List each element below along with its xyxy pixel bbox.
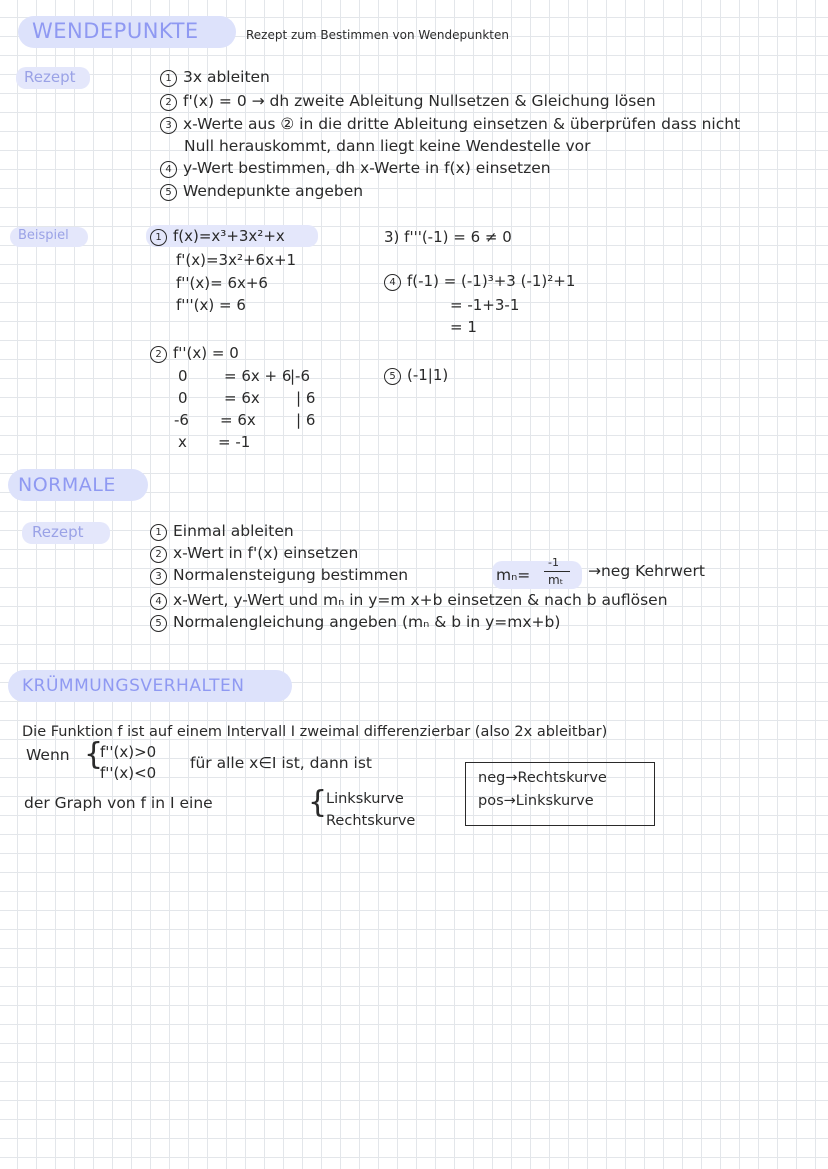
step-number: 3 bbox=[150, 568, 167, 585]
formula-numerator: -1 bbox=[548, 556, 559, 569]
normale-title: NORMALE bbox=[18, 474, 116, 496]
step-number: 1 bbox=[160, 70, 177, 87]
eq-op-0: |-6 bbox=[290, 367, 311, 385]
eq-op-1: | 6 bbox=[296, 389, 316, 407]
step-number: 5 bbox=[160, 184, 177, 201]
eq-mid-2: = 6x bbox=[220, 411, 256, 429]
normalensteigung-formula bbox=[496, 566, 530, 584]
step-text: f'(x) = 0 → dh zweite Ableitung Nullsetzen & Gleichung lösen bbox=[183, 92, 656, 110]
graph-line: der Graph von f in I eine bbox=[24, 794, 213, 812]
fuer-alle: für alle x∈I ist, dann ist bbox=[190, 754, 373, 772]
wendepunkte-subtitle: Rezept zum Bestimmen von Wendepunkten bbox=[246, 28, 509, 42]
step-number: 2 bbox=[150, 346, 167, 363]
rezept-tag: Rezept bbox=[24, 68, 76, 86]
left-brace-conditions: { bbox=[84, 737, 104, 772]
normale-step-5 bbox=[150, 613, 560, 632]
eq-mid-0: = 6x + 6 bbox=[224, 367, 292, 385]
step-text: Wendepunkte angeben bbox=[183, 182, 364, 200]
second-derivative: f''(x)= 6x+6 bbox=[176, 274, 268, 292]
formula-note: →neg Kehrwert bbox=[588, 562, 705, 580]
step-number: 5 bbox=[150, 615, 167, 632]
step-number: 2 bbox=[150, 546, 167, 563]
y-value-line2: = -1+3-1 bbox=[450, 296, 520, 314]
step-number: 1 bbox=[150, 229, 167, 246]
eq-left-3: x bbox=[178, 433, 187, 451]
beispiel-step2-head bbox=[150, 344, 239, 363]
step-text: Normalensteigung bestimmen bbox=[173, 566, 409, 584]
rechtskurve: Rechtskurve bbox=[326, 813, 416, 829]
step-number: 4 bbox=[160, 161, 177, 178]
fraction-line bbox=[544, 571, 570, 572]
condition-negative: f''(x)<0 bbox=[100, 764, 157, 782]
step-3-continued: Null herauskommt, dann liegt keine Wendestelle vor bbox=[184, 137, 591, 155]
normale-step-3 bbox=[150, 566, 408, 585]
function-fx: f(x)=x³+3x²+x bbox=[173, 227, 285, 245]
third-derivative: f'''(x) = 6 bbox=[176, 296, 246, 314]
normale-step-4 bbox=[150, 591, 668, 610]
y-value-line1: f(-1) = (-1)³+3 (-1)²+1 bbox=[407, 272, 576, 290]
kruemmung-line1: Die Funktion f ist auf einem Intervall I zweimal differenzierbar (also 2x ableitbar) bbox=[22, 724, 608, 740]
second-derivative-zero: f''(x) = 0 bbox=[173, 344, 239, 362]
step-text: Einmal ableiten bbox=[173, 522, 294, 540]
box-line-neg: neg→Rechtskurve bbox=[478, 770, 607, 786]
eq-mid-3: = -1 bbox=[218, 433, 251, 451]
eq-op-2: | 6 bbox=[296, 411, 316, 429]
step-number: 5 bbox=[384, 368, 401, 385]
kruemmung-title: KRÜMMUNGSVERHALTEN bbox=[22, 676, 245, 696]
first-derivative: f'(x)=3x²+6x+1 bbox=[176, 251, 297, 269]
right-brace-curves: { bbox=[308, 785, 328, 820]
beispiel-step3: 3) f'''(-1) = 6 ≠ 0 bbox=[384, 228, 512, 246]
step-text: y-Wert bestimmen, dh x-Werte in f(x) einsetzen bbox=[183, 159, 551, 177]
step-1 bbox=[160, 68, 270, 87]
normale-rezept-tag: Rezept bbox=[32, 523, 84, 541]
step-number: 4 bbox=[384, 274, 401, 291]
formula-denominator: mₜ bbox=[548, 573, 564, 587]
wenn-label: Wenn bbox=[26, 746, 70, 764]
box-line-pos: pos→Linkskurve bbox=[478, 793, 594, 809]
condition-positive: f''(x)>0 bbox=[100, 743, 157, 761]
formula-lhs: mₙ= bbox=[496, 566, 531, 584]
y-value-line3: = 1 bbox=[450, 318, 477, 336]
eq-left-2: -6 bbox=[174, 411, 189, 429]
wendepunkte-title: WENDEPUNKTE bbox=[32, 19, 199, 43]
eq-mid-1: = 6x bbox=[224, 389, 260, 407]
step-text: x-Wert in f'(x) einsetzen bbox=[173, 544, 359, 562]
step-text: x-Wert, y-Wert und mₙ in y=m x+b einsetzen & nach b auflösen bbox=[173, 591, 668, 609]
step-number: 2 bbox=[160, 94, 177, 111]
step-2 bbox=[160, 92, 656, 111]
step-4 bbox=[160, 159, 551, 178]
step-number: 1 bbox=[150, 524, 167, 541]
eq-left-1: 0 bbox=[178, 389, 188, 407]
step-text: x-Werte aus ② in die dritte Ableitung einsetzen & überprüfen dass nicht bbox=[183, 115, 741, 133]
normale-step-1 bbox=[150, 522, 294, 541]
normale-step-2 bbox=[150, 544, 358, 563]
step-number: 4 bbox=[150, 593, 167, 610]
step-text: Normalengleichung angeben (mₙ & b in y=mx+b) bbox=[173, 613, 561, 631]
beispiel-step1 bbox=[150, 227, 285, 246]
beispiel-step5 bbox=[384, 366, 448, 385]
linkskurve: Linkskurve bbox=[326, 791, 404, 807]
step-3 bbox=[160, 115, 740, 134]
inflection-point: (-1|1) bbox=[407, 366, 449, 384]
eq-left-0: 0 bbox=[178, 367, 188, 385]
beispiel-step4 bbox=[384, 272, 575, 291]
step-5 bbox=[160, 182, 363, 201]
beispiel-tag: Beispiel bbox=[18, 228, 69, 243]
step-number: 3 bbox=[160, 117, 177, 134]
step-text: 3x ableiten bbox=[183, 68, 270, 86]
